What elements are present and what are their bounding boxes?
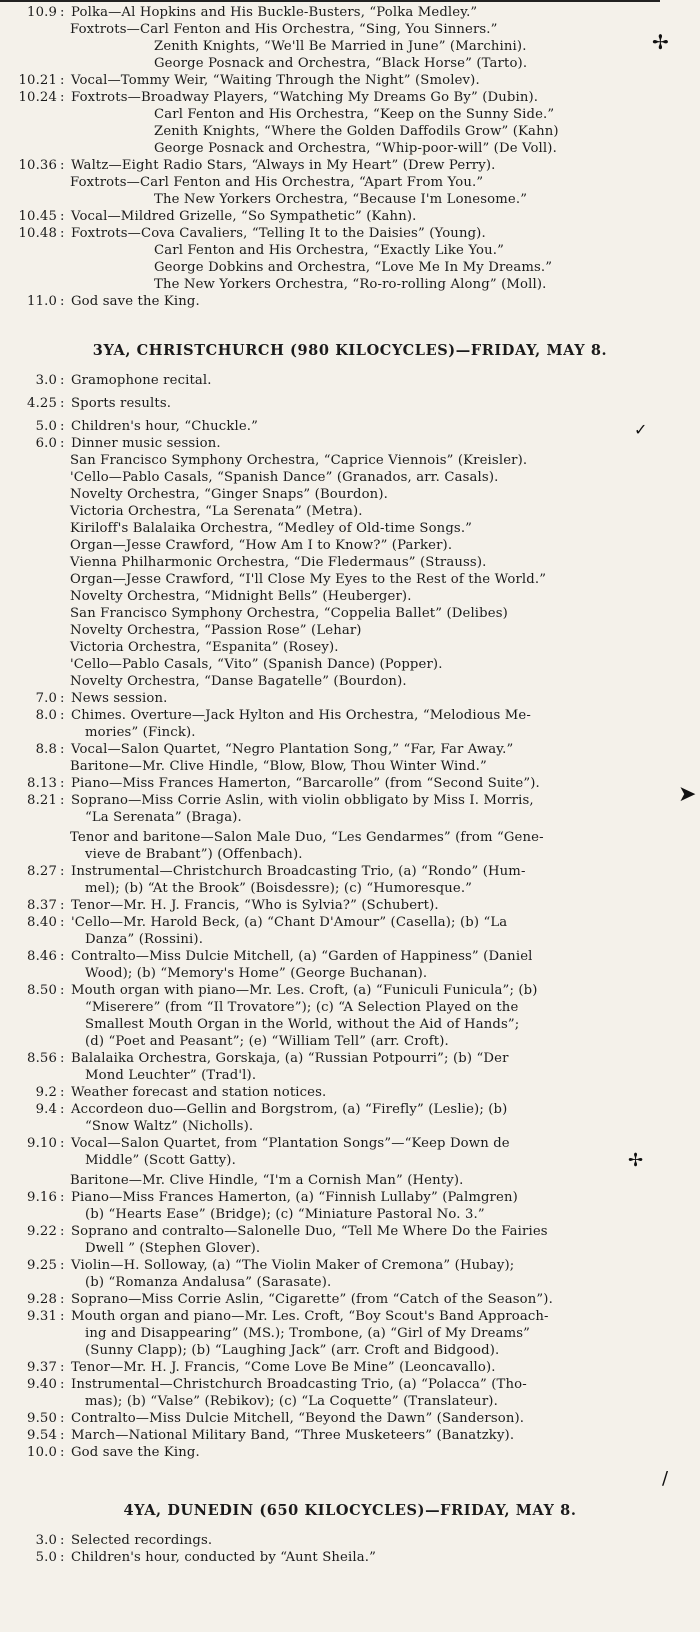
- colon-separator: :: [60, 708, 65, 723]
- programme-line: [12, 775, 662, 792]
- colon-separator: :: [60, 742, 65, 757]
- programme-line: [12, 1067, 662, 1084]
- station-heading-3ya: 3YA, CHRISTCHURCH (980 KILOCYCLES)—FRIDAY, MAY 8.: [92, 342, 608, 359]
- programme-text: Kiriloff's Balalaika Orchestra, “Medley of Old-time Songs.”: [70, 521, 473, 536]
- time-label: 9.10: [27, 1136, 57, 1151]
- programme-line: [12, 1532, 662, 1549]
- time-label: 7.0: [35, 691, 57, 706]
- programme-text: Sports results.: [71, 396, 172, 411]
- programme-line: [12, 809, 662, 826]
- programme-line: [12, 276, 662, 293]
- programme-line: [12, 571, 662, 588]
- time-label: 9.54: [27, 1428, 57, 1443]
- programme-text: Soprano—Miss Corrie Aslin, “Cigarette” (from “Catch of the Season”).: [71, 1292, 553, 1307]
- colon-separator: :: [60, 226, 65, 241]
- programme-text: Polka—Al Hopkins and His Buckle-Busters, “Polka Medley.”: [71, 5, 478, 20]
- programme-text: San Francisco Symphony Orchestra, “Caprice Viennois” (Kreisler).: [70, 453, 528, 468]
- programme-line: [12, 605, 662, 622]
- colon-separator: :: [60, 1224, 65, 1239]
- programme-text: Vienna Philharmonic Orchestra, “Die Fledermaus” (Strauss).: [70, 555, 487, 570]
- programme-text: George Dobkins and Orchestra, “Love Me In My Dreams.”: [154, 260, 553, 275]
- time-label: 8.0: [35, 708, 57, 723]
- programme-text: Zenith Knights, “We'll Be Married in June” (Marchini).: [154, 39, 527, 54]
- programme-line: [12, 1016, 662, 1033]
- programme-text: Organ—Jesse Crawford, “I'll Close My Eyes to the Rest of the World.”: [70, 572, 547, 587]
- ink-mark: ✢: [652, 30, 669, 54]
- time-label: 10.9: [27, 5, 57, 20]
- programme-text: (d) “Poet and Peasant”; (e) “William Tell” (arr. Croft).: [85, 1034, 449, 1049]
- time-label: 9.37: [27, 1360, 57, 1375]
- programme-line: [12, 1342, 662, 1359]
- programme-line: [12, 707, 662, 724]
- programme-line: [12, 1152, 662, 1169]
- programme-line: [12, 1359, 662, 1376]
- time-label: 9.22: [27, 1224, 57, 1239]
- colon-separator: :: [60, 1533, 65, 1548]
- programme-line: [12, 1101, 662, 1118]
- colon-separator: :: [60, 90, 65, 105]
- colon-separator: :: [60, 1102, 65, 1117]
- time-label: 3.0: [35, 373, 57, 388]
- time-label: 10.48: [18, 226, 57, 241]
- programme-line: [12, 1393, 662, 1410]
- programme-line: [12, 863, 662, 880]
- programme-line: [12, 72, 662, 89]
- programme-text: Piano—Miss Frances Hamerton, (a) “Finnish Lullaby” (Palmgren): [71, 1190, 518, 1205]
- programme-text: The New Yorkers Orchestra, “Ro-ro-rolling Along” (Moll).: [154, 277, 547, 292]
- programme-line: [12, 724, 662, 741]
- programme-line: [12, 1118, 662, 1135]
- colon-separator: :: [60, 373, 65, 388]
- programme-line: [12, 792, 662, 809]
- programme-line: [12, 1376, 662, 1393]
- programme-line: [12, 520, 662, 537]
- colon-separator: :: [60, 436, 65, 451]
- programme-text: Foxtrots—Carl Fenton and His Orchestra, “Apart From You.”: [70, 175, 484, 190]
- top-rule: [0, 0, 660, 2]
- programme-line: [12, 38, 662, 55]
- programme-line: [12, 846, 662, 863]
- programme-text: Foxtrots—Carl Fenton and His Orchestra, “Sing, You Sinners.”: [70, 22, 498, 37]
- colon-separator: :: [60, 209, 65, 224]
- time-label: 6.0: [35, 436, 57, 451]
- programme-line: [12, 656, 662, 673]
- programme-block-4ya: [12, 1532, 662, 1566]
- programme-text: George Posnack and Orchestra, “Black Horse” (Tarto).: [154, 56, 528, 71]
- colon-separator: :: [60, 1411, 65, 1426]
- programme-text: Smallest Mouth Organ in the World, without the Aid of Hands”;: [85, 1017, 520, 1032]
- programme-line: [12, 758, 662, 775]
- programme-line: [12, 931, 662, 948]
- colon-separator: :: [60, 776, 65, 791]
- colon-separator: :: [60, 1085, 65, 1100]
- programme-line: [12, 880, 662, 897]
- programme-text: Mond Leuchter” (Trad'l).: [85, 1068, 257, 1083]
- colon-separator: :: [60, 158, 65, 173]
- time-label: 10.36: [18, 158, 57, 173]
- programme-block-3ya: [12, 372, 662, 1461]
- programme-line: [12, 157, 662, 174]
- time-label: 9.40: [27, 1377, 57, 1392]
- programme-line: [12, 1206, 662, 1223]
- programme-text: “La Serenata” (Braga).: [85, 810, 242, 825]
- programme-text: Middle” (Scott Gatty).: [85, 1153, 236, 1168]
- programme-line: [12, 225, 662, 242]
- colon-separator: :: [60, 1190, 65, 1205]
- time-label: 8.40: [27, 915, 57, 930]
- programme-line: [12, 537, 662, 554]
- programme-text: Tenor—Mr. H. J. Francis, “Who is Sylvia?” (Schubert).: [71, 898, 439, 913]
- programme-text: God save the King.: [71, 1445, 200, 1460]
- colon-separator: :: [60, 1428, 65, 1443]
- programme-line: [12, 1410, 662, 1427]
- programme-text: Vocal—Mildred Grizelle, “So Sympathetic” (Kahn).: [71, 209, 417, 224]
- programme-text: mel); (b) “At the Brook” (Boisdessre); (c) “Humoresque.”: [85, 881, 473, 896]
- programme-line: [12, 1291, 662, 1308]
- time-label: 9.50: [27, 1411, 57, 1426]
- time-label: 10.21: [18, 73, 57, 88]
- programme-line: [12, 1135, 662, 1152]
- time-label: 9.25: [27, 1258, 57, 1273]
- programme-line: [12, 1308, 662, 1325]
- programme-text: Accordeon duo—Gellin and Borgstrom, (a) “Firefly” (Leslie); (b): [71, 1102, 508, 1117]
- time-label: 10.24: [18, 90, 57, 105]
- colon-separator: :: [60, 1360, 65, 1375]
- programme-text: (b) “Romanza Andalusa” (Sarasate).: [85, 1275, 332, 1290]
- time-label: 5.0: [35, 419, 57, 434]
- programme-line: [12, 1549, 662, 1566]
- programme-text: Instrumental—Christchurch Broadcasting Trio, (a) “Rondo” (Hum-: [71, 864, 526, 879]
- programme-text: Vocal—Tommy Weir, “Waiting Through the Night” (Smolev).: [71, 73, 480, 88]
- ink-mark: ➤: [678, 782, 697, 807]
- colon-separator: :: [60, 419, 65, 434]
- programme-text: Children's hour, “Chuckle.”: [71, 419, 259, 434]
- programme-line: [12, 1084, 662, 1101]
- programme-text: Selected recordings.: [71, 1533, 213, 1548]
- programme-line: [12, 259, 662, 276]
- programme-line: [12, 914, 662, 931]
- programme-text: Carl Fenton and His Orchestra, “Keep on the Sunny Side.”: [154, 107, 555, 122]
- time-label: 11.0: [27, 294, 57, 309]
- programme-text: Wood); (b) “Memory's Home” (George Buchanan).: [85, 966, 428, 981]
- time-label: 8.46: [27, 949, 57, 964]
- programme-text: Organ—Jesse Crawford, “How Am I to Know?” (Parker).: [70, 538, 453, 553]
- colon-separator: :: [60, 864, 65, 879]
- programme-text: mas); (b) “Valse” (Rebikov); (c) “La Coquette” (Translateur).: [85, 1394, 498, 1409]
- programme-line: [12, 1033, 662, 1050]
- colon-separator: :: [60, 691, 65, 706]
- programme-line: [12, 4, 662, 21]
- ink-mark: ✢: [628, 1150, 644, 1171]
- programme-line: [12, 435, 662, 452]
- programme-line: [12, 1240, 662, 1257]
- programme-line: [12, 673, 662, 690]
- colon-separator: :: [60, 1377, 65, 1392]
- colon-separator: :: [60, 949, 65, 964]
- programme-text: Victoria Orchestra, “La Serenata” (Metra).: [70, 504, 363, 519]
- programme-text: Balalaika Orchestra, Gorskaja, (a) “Russian Potpourri”; (b) “Der: [71, 1051, 509, 1066]
- programme-text: Gramophone recital.: [71, 373, 212, 388]
- programme-line: [12, 1223, 662, 1240]
- station-heading-4ya: 4YA, DUNEDIN (650 KILOCYCLES)—FRIDAY, MAY 8.: [123, 1502, 577, 1519]
- programme-line: [12, 418, 662, 435]
- programme-line: [12, 486, 662, 503]
- programme-text: The New Yorkers Orchestra, “Because I'm Lonesome.”: [154, 192, 528, 207]
- programme-text: God save the King.: [71, 294, 200, 309]
- colon-separator: :: [60, 793, 65, 808]
- time-label: 3.0: [35, 1533, 57, 1548]
- programme-text: Novelty Orchestra, “Ginger Snaps” (Bourdon).: [70, 487, 388, 502]
- programme-line: [12, 622, 662, 639]
- programme-line: [12, 174, 662, 191]
- programme-text: mories” (Finck).: [85, 725, 196, 740]
- programme-text: Waltz—Eight Radio Stars, “Always in My Heart” (Drew Perry).: [71, 158, 496, 173]
- programme-text: Violin—H. Solloway, (a) “The Violin Maker of Cremona” (Hubay);: [71, 1258, 515, 1273]
- ink-mark: ✓: [634, 420, 648, 439]
- programme-line: [12, 690, 662, 707]
- time-label: 8.56: [27, 1051, 57, 1066]
- colon-separator: :: [60, 1051, 65, 1066]
- time-label: 9.4: [35, 1102, 57, 1117]
- time-label: 10.0: [27, 1445, 57, 1460]
- programme-line: [12, 208, 662, 225]
- programme-text: Piano—Miss Frances Hamerton, “Barcarolle” (from “Second Suite”).: [71, 776, 540, 791]
- ink-mark: /: [662, 1468, 669, 1489]
- programme-line: [12, 588, 662, 605]
- colon-separator: :: [60, 73, 65, 88]
- programme-text: vieve de Brabant”) (Offenbach).: [85, 847, 303, 862]
- colon-separator: :: [60, 5, 65, 20]
- programme-line: [12, 469, 662, 486]
- programme-text: Novelty Orchestra, “Passion Rose” (Lehar): [70, 623, 362, 638]
- programme-text: Chimes. Overture—Jack Hylton and His Orchestra, “Melodious Me-: [71, 708, 531, 723]
- time-label: 9.16: [27, 1190, 57, 1205]
- time-label: 8.27: [27, 864, 57, 879]
- programme-text: San Francisco Symphony Orchestra, “Coppelia Ballet” (Delibes): [70, 606, 508, 621]
- programme-line: [12, 1325, 662, 1342]
- programme-line: [12, 293, 662, 310]
- programme-line: [12, 1050, 662, 1067]
- colon-separator: :: [60, 915, 65, 930]
- programme-line: [12, 395, 662, 412]
- programme-line: [12, 21, 662, 38]
- programme-line: [12, 106, 662, 123]
- programme-text: 'Cello—Pablo Casals, “Spanish Dance” (Granados, arr. Casals).: [70, 470, 499, 485]
- programme-line: [12, 554, 662, 571]
- programme-text: Dwell ” (Stephen Glover).: [85, 1241, 261, 1256]
- programme-text: (Sunny Clapp); (b) “Laughing Jack” (arr. Croft and Bidgood).: [85, 1343, 500, 1358]
- programme-text: Danza” (Rossini).: [85, 932, 204, 947]
- programme-text: 'Cello—Pablo Casals, “Vito” (Spanish Dance) (Popper).: [70, 657, 443, 672]
- programme-line: [12, 1427, 662, 1444]
- time-label: 8.50: [27, 983, 57, 998]
- time-label: 9.28: [27, 1292, 57, 1307]
- programme-text: Victoria Orchestra, “Espanita” (Rosey).: [70, 640, 339, 655]
- colon-separator: :: [60, 294, 65, 309]
- programme-line: [12, 897, 662, 914]
- programme-line: [12, 948, 662, 965]
- programme-line: [12, 123, 662, 140]
- time-label: 5.0: [35, 1550, 57, 1565]
- colon-separator: :: [60, 1445, 65, 1460]
- programme-text: “Snow Waltz” (Nicholls).: [85, 1119, 254, 1134]
- programme-text: Vocal—Salon Quartet, “Negro Plantation Song,” “Far, Far Away.”: [71, 742, 514, 757]
- programme-line: [12, 452, 662, 469]
- programme-line: [12, 999, 662, 1016]
- programme-line: [12, 503, 662, 520]
- programme-text: Mouth organ with piano—Mr. Les. Croft, (a) “Funiculi Funicula”; (b): [71, 983, 538, 998]
- programme-text: George Posnack and Orchestra, “Whip-poor-will” (De Voll).: [154, 141, 557, 156]
- programme-text: Contralto—Miss Dulcie Mitchell, (a) “Garden of Happiness” (Daniel: [71, 949, 533, 964]
- colon-separator: :: [60, 396, 65, 411]
- programme-text: Carl Fenton and His Orchestra, “Exactly Like You.”: [154, 243, 504, 258]
- programme-text: (b) “Hearts Ease” (Bridge); (c) “Miniature Pastoral No. 3.”: [85, 1207, 485, 1222]
- colon-separator: :: [60, 898, 65, 913]
- programme-text: Mouth organ and piano—Mr. Les. Croft, “Boy Scout's Band Approach-: [71, 1309, 549, 1324]
- programme-block-late-evening: [12, 4, 662, 310]
- programme-text: Instrumental—Christchurch Broadcasting Trio, (a) “Polacca” (Tho-: [71, 1377, 527, 1392]
- programme-line: [12, 965, 662, 982]
- programme-text: Dinner music session.: [71, 436, 221, 451]
- colon-separator: :: [60, 1292, 65, 1307]
- programme-text: Weather forecast and station notices.: [71, 1085, 327, 1100]
- programme-text: Contralto—Miss Dulcie Mitchell, “Beyond the Dawn” (Sanderson).: [71, 1411, 525, 1426]
- time-label: 8.21: [27, 793, 57, 808]
- programme-line: [12, 372, 662, 389]
- programme-text: Vocal—Salon Quartet, from “Plantation Songs”—“Keep Down de: [71, 1136, 510, 1151]
- programme-line: [12, 89, 662, 106]
- colon-separator: :: [60, 983, 65, 998]
- colon-separator: :: [60, 1258, 65, 1273]
- programme-line: [12, 982, 662, 999]
- programme-text: Foxtrots—Cova Cavaliers, “Telling It to the Daisies” (Young).: [71, 226, 486, 241]
- programme-line: [12, 1257, 662, 1274]
- programme-text: March—National Military Band, “Three Musketeers” (Banatzky).: [71, 1428, 515, 1443]
- programme-text: Soprano—Miss Corrie Aslin, with violin obbligato by Miss I. Morris,: [71, 793, 534, 808]
- time-label: 8.37: [27, 898, 57, 913]
- programme-text: Children's hour, conducted by “Aunt Sheila.”: [71, 1550, 376, 1565]
- programme-line: [12, 1189, 662, 1206]
- programme-text: Novelty Orchestra, “Danse Bagatelle” (Bourdon).: [70, 674, 407, 689]
- programme-line: [12, 1274, 662, 1291]
- time-label: 10.45: [18, 209, 57, 224]
- programme-line: [12, 741, 662, 758]
- programme-line: [12, 55, 662, 72]
- programme-line: [12, 639, 662, 656]
- time-label: 8.13: [27, 776, 57, 791]
- colon-separator: :: [60, 1136, 65, 1151]
- time-label: 9.31: [27, 1309, 57, 1324]
- time-label: 8.8: [35, 742, 57, 757]
- colon-separator: :: [60, 1550, 65, 1565]
- programme-line: [12, 1172, 662, 1189]
- programme-line: [12, 140, 662, 157]
- programme-text: ing and Disappearing” (MS.); Trombone, (a) “Girl of My Dreams”: [85, 1326, 531, 1341]
- programme-text: Baritone—Mr. Clive Hindle, “I'm a Cornish Man” (Henty).: [70, 1173, 464, 1188]
- colon-separator: :: [60, 1309, 65, 1324]
- programme-text: Soprano and contralto—Salonelle Duo, “Tell Me Where Do the Fairies: [71, 1224, 548, 1239]
- programme-text: Baritone—Mr. Clive Hindle, “Blow, Blow, Thou Winter Wind.”: [70, 759, 487, 774]
- programme-text: 'Cello—Mr. Harold Beck, (a) “Chant D'Amour” (Casella); (b) “La: [71, 915, 508, 930]
- programme-line: [12, 1444, 662, 1461]
- programme-text: News session.: [71, 691, 168, 706]
- programme-text: “Miserere” (from “Il Trovatore”); (c) “A Selection Played on the: [85, 1000, 519, 1015]
- time-label: 9.2: [35, 1085, 57, 1100]
- programme-text: Tenor and baritone—Salon Male Duo, “Les Gendarmes” (from “Gene-: [70, 830, 544, 845]
- programme-text: Foxtrots—Broadway Players, “Watching My Dreams Go By” (Dubin).: [71, 90, 539, 105]
- programme-text: Tenor—Mr. H. J. Francis, “Come Love Be Mine” (Leoncavallo).: [71, 1360, 496, 1375]
- programme-text: Novelty Orchestra, “Midnight Bells” (Heuberger).: [70, 589, 412, 604]
- programme-line: [12, 242, 662, 259]
- programme-text: Zenith Knights, “Where the Golden Daffodils Grow” (Kahn): [154, 124, 559, 139]
- time-label: 4.25: [27, 396, 57, 411]
- programme-line: [12, 829, 662, 846]
- programme-line: [12, 191, 662, 208]
